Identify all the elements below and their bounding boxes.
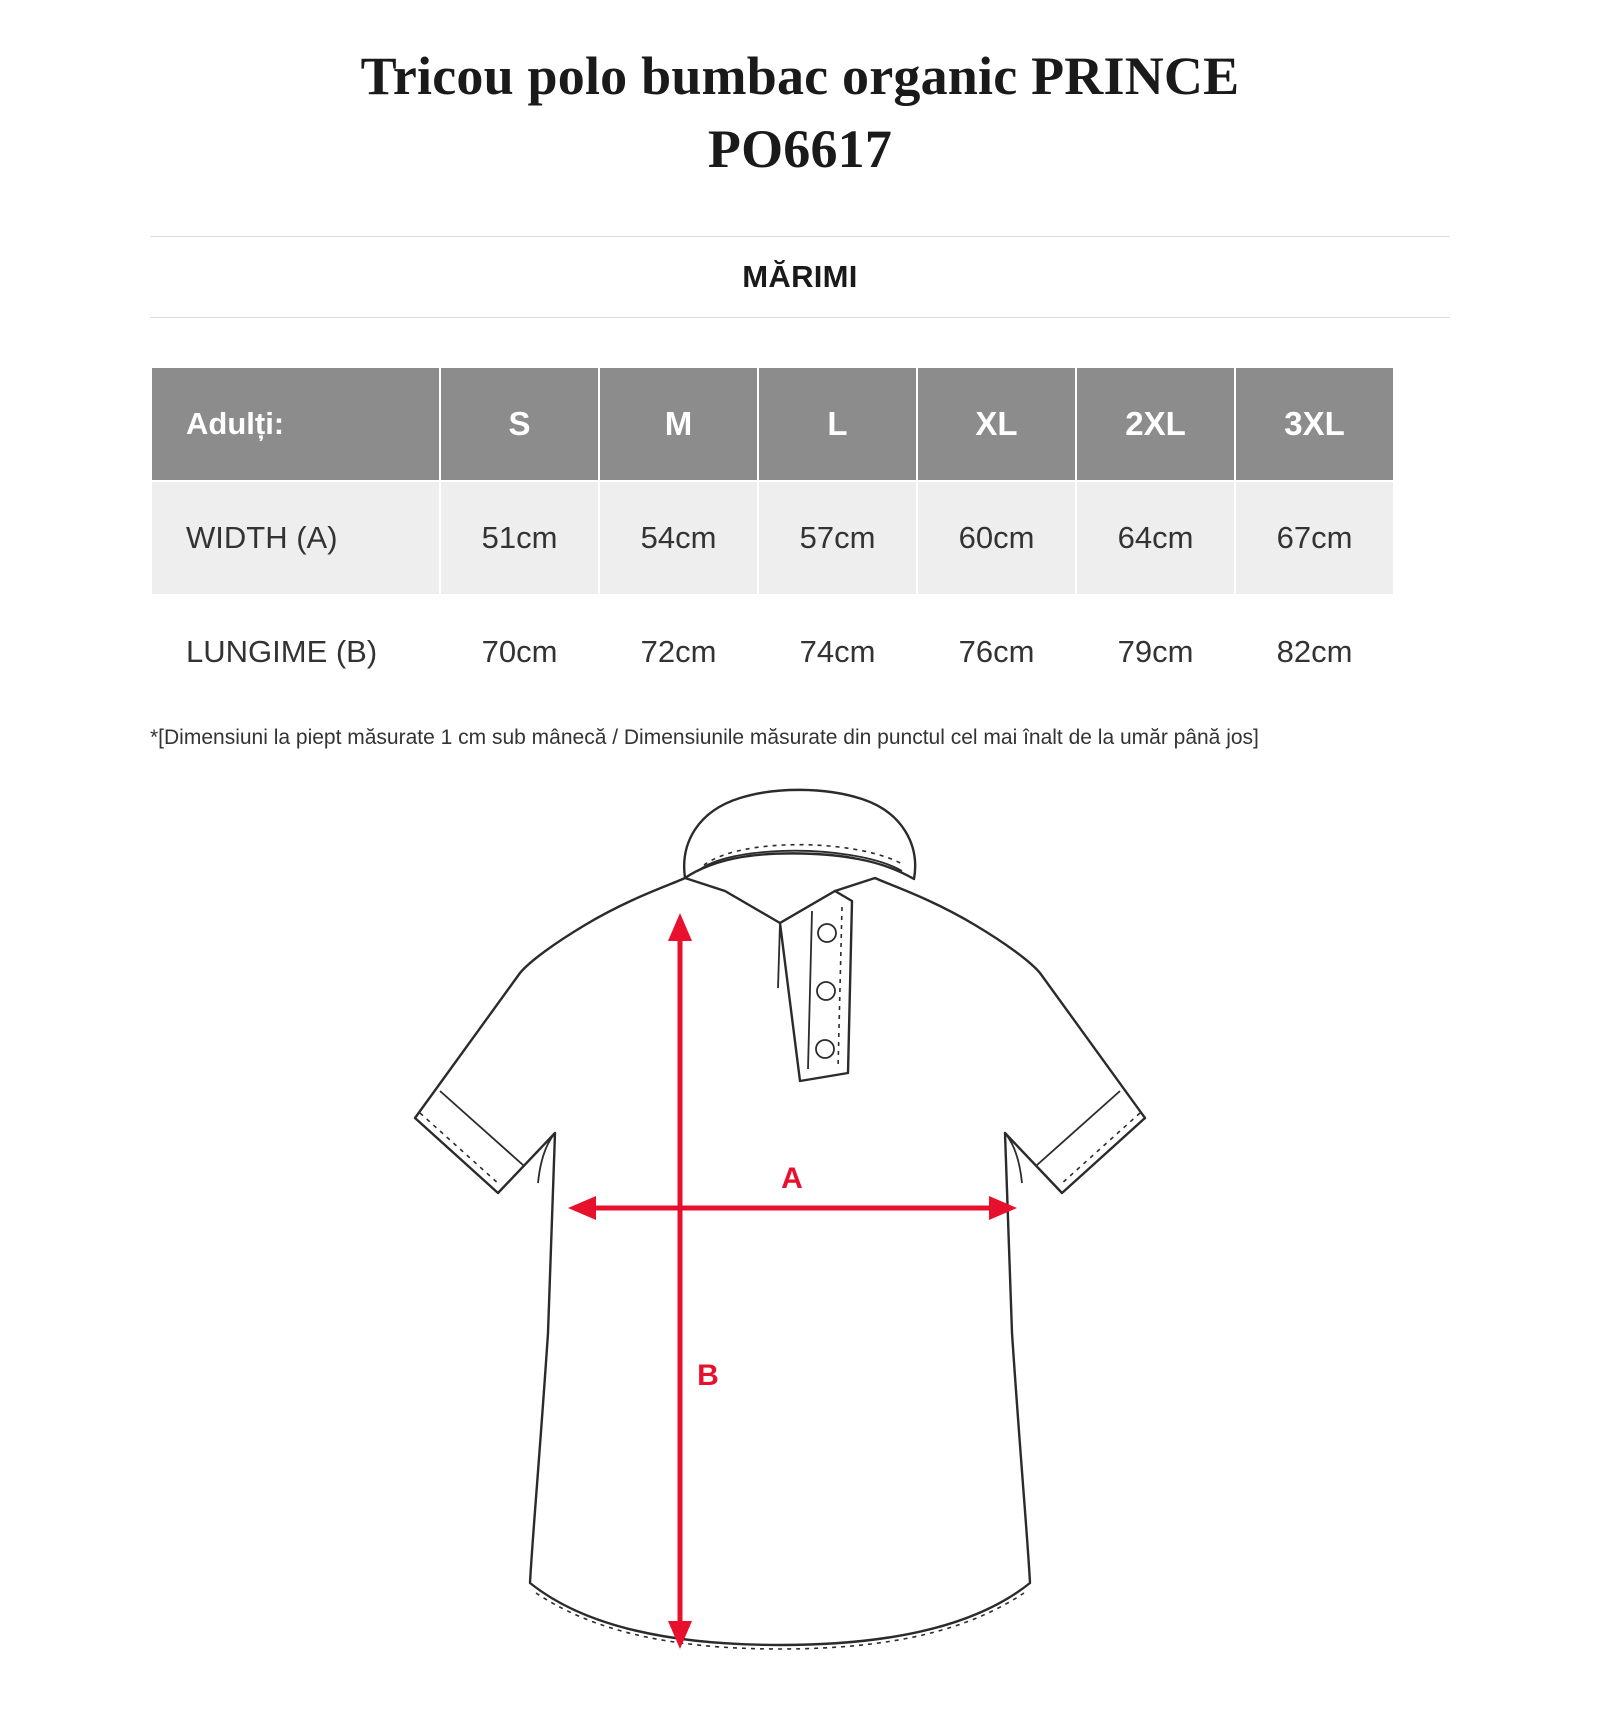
polo-shirt-figure [0, 773, 1600, 1673]
cell-length-s: 70cm [440, 595, 599, 709]
collar-outline [684, 790, 915, 879]
cell-width-2xl: 64cm [1076, 481, 1235, 595]
cell-length-m: 72cm [599, 595, 758, 709]
header-cell-xl: XL [917, 367, 1076, 481]
cell-length-l: 74cm [758, 595, 917, 709]
header-cell-m: M [599, 367, 758, 481]
size-table-head [151, 367, 1394, 481]
header-cell-2xl: 2XL [1076, 367, 1235, 481]
cell-width-l: 57cm [758, 481, 917, 595]
header-cell-s: S [440, 367, 599, 481]
cell-length-3xl: 82cm [1235, 595, 1394, 709]
polo-shirt-diagram [380, 773, 1220, 1673]
page-title [150, 40, 1450, 186]
cell-width-s: 51cm [440, 481, 599, 595]
size-table-body [151, 481, 1394, 709]
row-label-length: LUNGIME (B) [151, 595, 440, 709]
shirt-body-outline [415, 878, 1145, 1645]
table-header-row [151, 367, 1394, 481]
cell-width-m: 54cm [599, 481, 758, 595]
page-title-line2: PO6617 [707, 118, 893, 179]
measurement-note: *[Dimensiuni la piept măsurate 1 cm sub mânecă / Dimensiunile măsurate din punctul cel mai înalt de la umăr până jos] [150, 725, 1259, 749]
cell-width-3xl: 67cm [1235, 481, 1394, 595]
header-cell-3xl: 3XL [1235, 367, 1394, 481]
page-title-line1: Tricou polo bumbac organic PRINCE [360, 46, 1240, 106]
section-title: MĂRIMI [742, 258, 858, 294]
cell-length-2xl: 79cm [1076, 595, 1235, 709]
row-label-width: WIDTH (A) [151, 481, 440, 595]
table-row [151, 595, 1394, 709]
cell-length-xl: 76cm [917, 595, 1076, 709]
header-cell-l: L [758, 367, 917, 481]
cell-width-xl: 60cm [917, 481, 1076, 595]
header-cell-label: Adulți: [151, 367, 440, 481]
size-table-wrap [150, 366, 1450, 710]
table-row [151, 481, 1394, 595]
dimension-a-label: A [781, 1162, 803, 1196]
size-table [150, 366, 1395, 710]
title-block [0, 0, 1600, 186]
sizes-section-header [150, 236, 1450, 318]
dimension-b-label: B [697, 1359, 719, 1393]
